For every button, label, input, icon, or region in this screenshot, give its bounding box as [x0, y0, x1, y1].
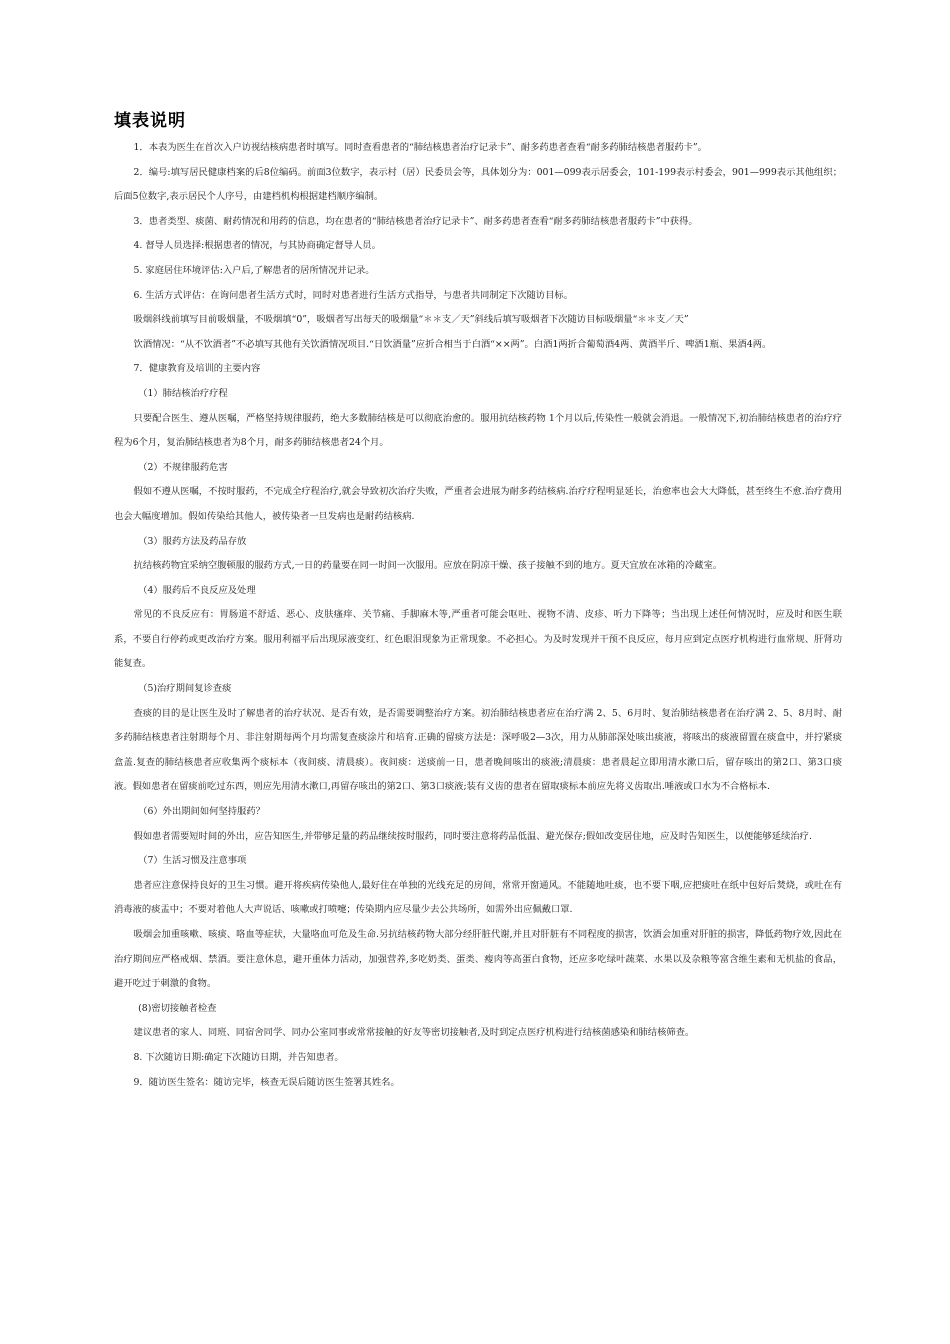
paragraph: 4. 督导人员选择:根据患者的情况，与其协商确定督导人员。 [133, 240, 381, 252]
subsection-heading: （4）服药后不良反应及处理 [138, 584, 256, 596]
subsection-heading: （3）服药方法及药品存放 [138, 535, 247, 547]
paragraph: 吸烟斜线前填写目前吸烟量，不吸烟填“0”，吸烟者写出每天的吸烟量“＊＊支／天”斜线后填写吸烟者下次随访目标吸烟量“＊＊支／天” [133, 314, 689, 326]
paragraph: 查痰的目的是让医生及时了解患者的治疗状况、是否有效，是否需要调整治疗方案。初治肺结核患者应在治疗满 2、5、6月时、复治肺结核患者在治疗满 2、5、8月时、耐多药肺结核患者注射期每个月、非注射期每两个月均需复查痰涂片和培育.正确的留痰方法是：深呼吸2—3次，用力从肺部深处咳出痰液，将咳出的痰液留置在痰盒中，并拧紧痰盒盖.复查的肺结核患者应收集两个痰标本（夜间痰、清晨痰）。夜间痰：送痰前一日，患者晚间咳出的痰液;清晨痰：患者晨起立即用清水漱口后，留存咳出的第2口、第3口痰液。假如患者在留痰前吃过东西，则应先用清水漱口,再留存咳出的第2口、第3口痰液;装有义齿的患者在留取痰标本前应先将义齿取出.唾液或口水为不合格标本. [114, 707, 842, 793]
subsection-heading: （6）外出期间如何坚持服药？ [138, 806, 265, 818]
paragraph: 吸烟会加重咳嗽、咳痰、咯血等症状，大量咯血可危及生命.另抗结核药物大部分经肝脏代谢,并且对肝脏有不同程度的损害，饮酒会加重对肝脏的损害，降低药物疗效,因此在治疗期间应严格戒烟、禁酒。要注意休息，避开重体力活动，加强营养,多吃奶类、蛋类、瘦肉等高蛋白食物，还应多吃绿叶蔬菜、水果以及杂粮等富含维生素和无机盐的食品，避开吃过于刺激的食物。 [114, 929, 842, 990]
subsection-heading: （5)治疗期间复诊查痰 [138, 683, 232, 695]
subsection-heading: （2）不规律服药危害 [138, 461, 228, 473]
paragraph: 建议患者的家人、同班、同宿舍同学、同办公室同事或常常接触的好友等密切接触者,及时到定点医疗机构进行结核菌感染和肺结核筛查。 [133, 1027, 695, 1039]
paragraph: 9．随访医生签名：随访完毕，核查无误后随访医生签署其姓名。 [133, 1076, 400, 1088]
subsection-heading: （7）生活习惯及注意事项 [138, 855, 247, 867]
paragraph: 饮酒情况：“从不饮酒者”不必填写其他有关饮酒情况项目.“日饮酒量”应折合相当于白酒“××两”。白酒1两折合葡萄酒4两、黄酒半斤、啤酒1瓶、果酒4两。 [133, 338, 772, 350]
paragraph: 假如不遵从医嘱，不按时服药，不完成全疗程治疗,就会导致初次治疗失败，严重者会进展为耐多药结核病.治疗疗程明显延长，治愈率也会大大降低，甚至终生不愈.治疗费用也会大幅度增加。假如传染给其他人，被传染者一旦发病也是耐药结核病. [114, 486, 842, 522]
paragraph: 3．患者类型、痰菌、耐药情况和用药的信息，均在患者的“肺结核患者治疗记录卡”、耐多药患者查看“耐多药肺结核患者服药卡”中获得。 [133, 215, 698, 227]
subsection-heading: （1）肺结核治疗疗程 [138, 387, 228, 399]
subsection-heading: (8)密切接触者检查 [138, 1002, 217, 1014]
instructions-body [114, 136, 842, 1095]
paragraph: 假如患者需要短时间的外出，应告知医生,并带够足量的药品继续按时服药，同时要注意将药品低温、避光保存;假如改变居住地，应及时告知医生，以便能够延续治疗. [133, 830, 812, 842]
paragraph: 2．编号:填写居民健康档案的后8位编码。前面3位数字，表示村（居）民委员会等，具体划分为：001—099表示居委会，101-199表示村委会，901—999表示其他组织；后面5位数字,表示居民个人序号，由建档机构根据建档顺序编制。 [114, 166, 842, 203]
paragraph: 8. 下次随访日期:确定下次随访日期，并告知患者。 [133, 1051, 344, 1063]
paragraph: 5. 家庭居住环境评估:入户后,了解患者的居所情况并记录。 [133, 264, 375, 276]
page-title: 填表说明 [114, 111, 186, 131]
paragraph: 患者应注意保持良好的卫生习惯。避开将疾病传染他人,最好住在单独的光线充足的房间，常常开窗通风。不能随地吐痰，也不要下咽,应把痰吐在纸中包好后焚烧，或吐在有消毒液的痰盂中；不要对着他人大声说话、咳嗽或打喷嚏；传染期内应尽量少去公共场所，如需外出应佩戴口罩. [114, 879, 842, 916]
paragraph: 6. 生活方式评估：在询问患者生活方式时，同时对患者进行生活方式指导，与患者共同制定下次随访目标。 [133, 289, 573, 301]
section-heading: 7．健康教育及培训的主要内容 [133, 363, 261, 375]
paragraph: 只要配合医生、遵从医嘱，严格坚持规律服药，绝大多数肺结核是可以彻底治愈的。服用抗结核药物 1个月以后,传染性一般就会消退。一般情况下,初治肺结核患者的治疗疗程为6个月，复治肺结核患者为8个月，耐多药肺结核患者24个月。 [114, 412, 842, 449]
paragraph: 抗结核药物宜采纳空腹顿服的服药方式,一日的药量要在同一时间一次服用。应放在阴凉干燥、孩子接触不到的地方。夏天宜放在冰箱的冷藏室。 [133, 560, 723, 572]
paragraph: 常见的不良反应有：胃肠道不舒适、恶心、皮肤瘙痒、关节痛、手脚麻木等,严重者可能会呕吐、视物不清、皮疹、听力下降等；当出现上述任何情况时，应及时和医生联系，不要自行停药或更改治疗方案。服用利福平后出现尿液变红、红色眼泪现象为正常现象。不必担心。为及时发现并干预不良反应，每月应到定点医疗机构进行血常规、肝肾功能复查。 [114, 609, 842, 670]
paragraph: 1．本表为医生在首次入户访视结核病患者时填写。同时查看患者的“肺结核患者治疗记录卡”、耐多药患者查看“耐多药肺结核患者服药卡”。 [133, 142, 707, 153]
